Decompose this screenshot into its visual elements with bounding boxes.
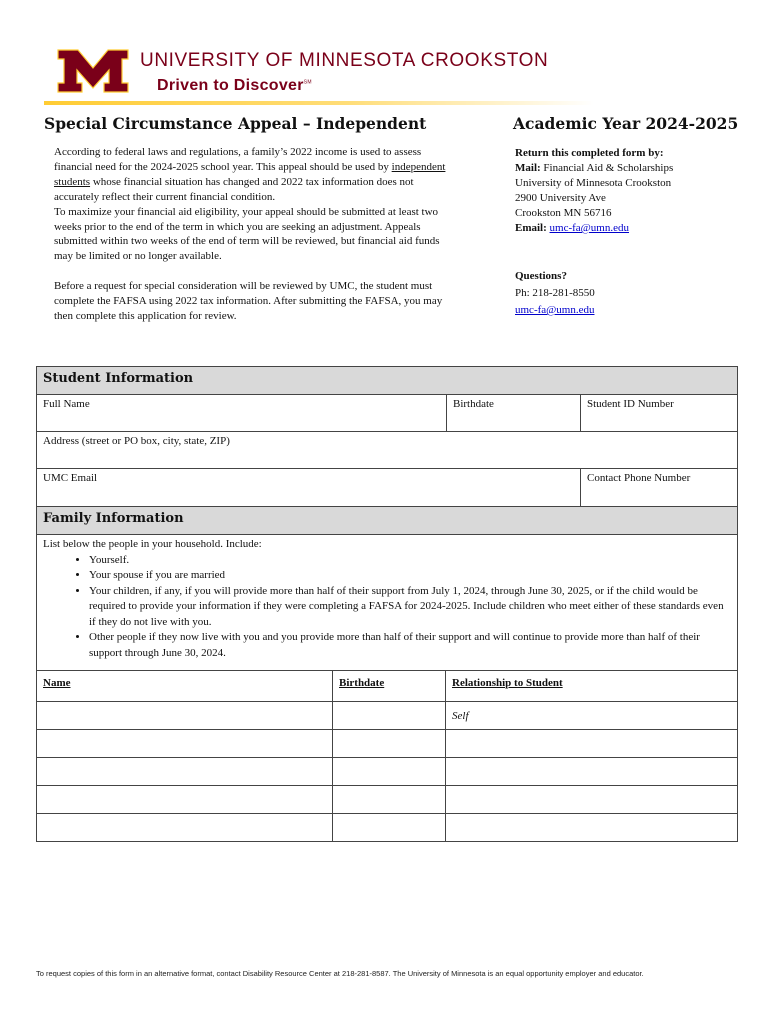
header-divider — [44, 101, 594, 105]
household-name-input[interactable] — [37, 786, 333, 813]
full-name-label: Full Name — [43, 398, 90, 410]
return-email-link[interactable]: umc-fa@umn.edu — [549, 222, 629, 234]
table-row — [37, 702, 737, 730]
intro-text — [54, 145, 454, 324]
student-row-2 — [37, 432, 737, 469]
list-item: • Other people if they now live with you and you provide more than half of their support and will continue to provide more than half of their support through June 30, 2024. — [89, 630, 731, 661]
birthdate-field[interactable] — [447, 395, 581, 431]
household-name-input[interactable] — [37, 702, 333, 729]
family-instructions — [37, 535, 737, 671]
tagline — [157, 77, 312, 95]
address-field[interactable] — [37, 432, 737, 468]
list-item: • Your spouse if you are married — [89, 568, 731, 584]
email-line — [515, 221, 745, 236]
birthdate-column-header: Birthdate — [333, 671, 446, 701]
household-birthdate-input[interactable] — [333, 730, 446, 757]
list-item: • Your children, if any, if you will provide more than half of their support from July 1, 2024, through June 30, 2025, or if the child would be required to provide your information if they were completing a FAFSA for 2024-2025. Include children who meet either of these standards even if they do not live with you. — [89, 584, 731, 631]
university-name: UNIVERSITY OF MINNESOTA CROOKSTON — [140, 50, 549, 71]
student-info-heading: Student Information — [37, 367, 737, 395]
household-birthdate-input[interactable] — [333, 702, 446, 729]
university-logo-icon — [56, 48, 130, 94]
contact-phone-field[interactable] — [581, 469, 737, 506]
footer-note: To request copies of this form in an alternative format, contact Disability Resource Center at 218-281-8587. The University of Minnesota is an equal opportunity employer and educator. — [36, 969, 644, 978]
household-name-input[interactable] — [37, 730, 333, 757]
intro-paragraph-1 — [54, 145, 454, 205]
questions-info — [515, 268, 595, 319]
full-name-field[interactable] — [37, 395, 447, 431]
intro-p1-b: whose financial situation has changed and 2022 tax information does not accurately reflect their current financial condition. — [54, 175, 414, 203]
family-info-heading: Family Information — [37, 507, 737, 535]
form-title: Special Circumstance Appeal – Independent — [44, 114, 427, 133]
household-relationship-input[interactable] — [446, 758, 737, 785]
address-label: Address (street or PO box, city, state, ZIP) — [43, 435, 230, 447]
intro-p1-underlined: independent students — [54, 160, 446, 188]
student-row-3 — [37, 469, 737, 506]
email-label: Email: — [515, 222, 547, 234]
intro-p1-a: According to federal laws and regulations, a family’s 2022 income is used to assess financial need for the 2024-2025 school year. This appeal should be used by — [54, 146, 422, 173]
contact-phone-label: Contact Phone Number — [587, 472, 691, 484]
questions-email-link[interactable]: umc-fa@umn.edu — [515, 304, 595, 316]
umc-email-label: UMC Email — [43, 472, 98, 484]
household-relationship-input[interactable] — [446, 786, 737, 813]
table-row — [37, 730, 737, 758]
mail-line-4: Crookston MN 56716 — [515, 207, 612, 219]
umc-email-field[interactable] — [37, 469, 581, 506]
household-relationship-input[interactable] — [446, 730, 737, 757]
birthdate-label: Birthdate — [453, 398, 494, 410]
mail-line — [515, 161, 745, 176]
questions-phone: Ph: 218-281-8550 — [515, 287, 595, 299]
family-include-list — [43, 553, 731, 662]
table-row — [37, 814, 737, 841]
intro-paragraph-3: Before a request for special consideration will be reviewed by UMC, the student must complete the FAFSA using 2022 tax information. After submitting the FAFSA, you may then complete this application for review. — [54, 280, 443, 323]
intro-paragraph-2: To maximize your financial aid eligibility, your appeal should be submitted at least two weeks prior to the end of the term in which you are seeking an adjustment. Appeals submitted within two weeks of the end of term will be reviewed, but financial aid funds may be limited or no longer available. — [54, 205, 440, 263]
questions-heading: Questions? — [515, 270, 567, 282]
mail-line-1: Financial Aid & Scholarships — [543, 162, 674, 174]
return-info — [515, 146, 745, 236]
household-relationship-input[interactable]: Self — [452, 710, 469, 722]
tagline-text: Driven to Discover — [157, 77, 304, 94]
family-list-intro: List below the people in your household. Include: — [43, 538, 262, 550]
return-heading: Return this completed form by: — [515, 147, 664, 159]
household-header-row — [37, 671, 737, 702]
household-birthdate-input[interactable] — [333, 786, 446, 813]
mail-line-2: University of Minnesota Crookston — [515, 177, 672, 189]
mail-line-3: 2900 University Ave — [515, 192, 606, 204]
household-name-input[interactable] — [37, 814, 333, 841]
student-row-1 — [37, 395, 737, 432]
academic-year: Academic Year 2024-2025 — [513, 114, 739, 133]
mail-label: Mail: — [515, 162, 541, 174]
relationship-column-header: Relationship to Student — [452, 677, 563, 689]
name-column-header: Name — [37, 671, 333, 701]
household-birthdate-input[interactable] — [333, 814, 446, 841]
student-id-field[interactable] — [581, 395, 737, 431]
household-birthdate-input[interactable] — [333, 758, 446, 785]
list-item: • Yourself. — [89, 553, 731, 569]
household-name-input[interactable] — [37, 758, 333, 785]
student-id-label: Student ID Number — [587, 398, 674, 410]
student-info-table — [36, 366, 738, 507]
family-info-table — [36, 506, 738, 842]
table-row — [37, 786, 737, 814]
service-mark: SM — [303, 79, 312, 86]
household-relationship-input[interactable] — [446, 814, 737, 841]
table-row — [37, 758, 737, 786]
